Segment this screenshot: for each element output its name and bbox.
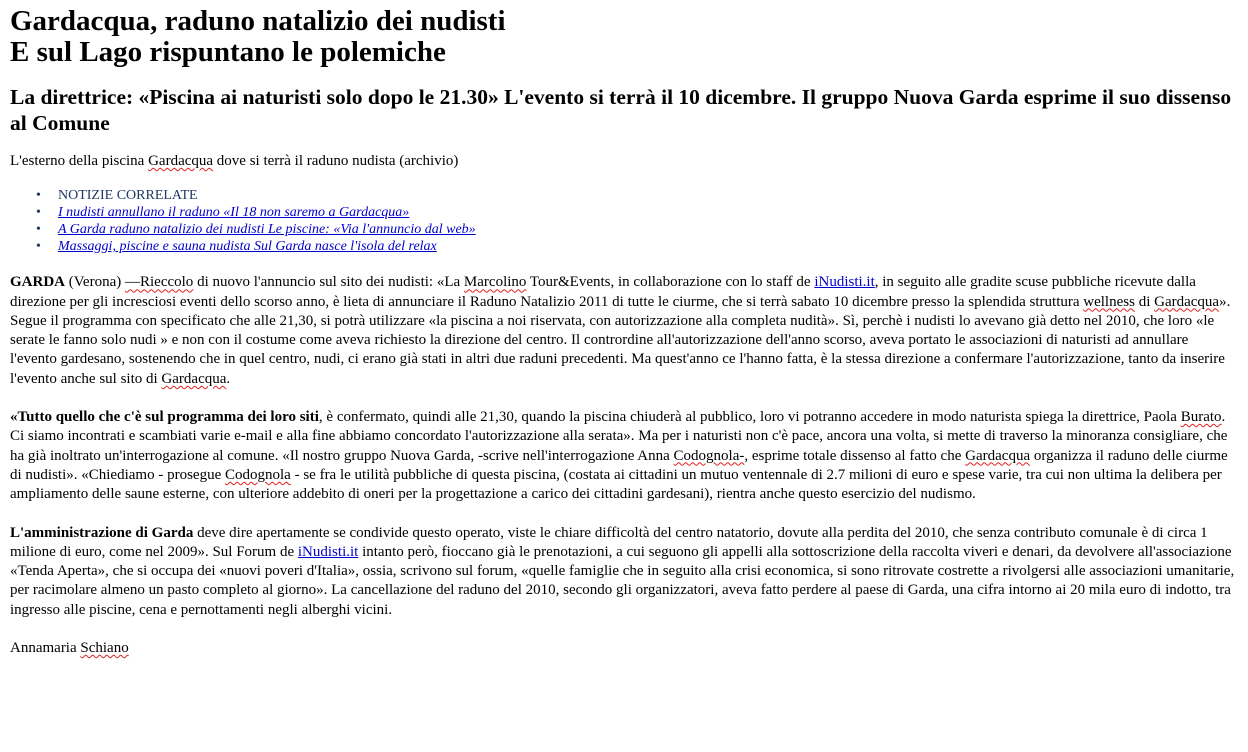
photo-caption: L'esterno della piscina Gardacqua dove si terrà il raduno nudista (archivio)	[10, 153, 459, 169]
headline	[10, 6, 1236, 68]
paragraph-1: GARDA (Verona) —Rieccolo di nuovo l'annuncio sul sito dei nudisti: «La Marcolino Tour&Events, in collaborazione con lo staff de iNudisti.it, in seguito alle gradite scuse pubbliche ricevute dalla direzione per gli incresciosi eventi dello scorso anno, è lieta di annunciare il Raduno Natalizio 2011 di tutte le ciurme, che si terrà sabato 10 dicembre presso la splendida struttura wellness di Gardacqua». Segue il programma con specificato che alle 21,30, si potrà utilizzare «la piscina a noi riservata, con autorizzazione alla completa nudità». Sì, perchè i nudisti lo avevano già detto nel 2010, che loro «le serate le fanno solo nudi » e non con il costume come aveva richiesto la direzione del centro. Il contrordine all'autorizzazione dell'anno scorso, aveva portato le associazioni di naturisti ad annullare l'evento gardesano, sostenendo che in quel centro, nudi, ci erano già stati in altri due raduni precedenti. Ma quest'anno ce l'hanno fatta, è la stessa direzione a confermare l'autorizzazione, tanto da inserire l'evento anche sul sito di Gardacqua.	[10, 274, 1231, 387]
related-link-2[interactable]: A Garda raduno natalizio dei nudisti Le piscine: «Via l'annuncio dal web»	[58, 222, 476, 238]
related-link-1[interactable]: I nudisti annullano il raduno «Il 18 non saremo a Gardacqua»	[58, 205, 410, 221]
list-item	[58, 238, 1236, 255]
inudisti-link[interactable]: iNudisti.it	[297, 543, 359, 560]
subheadline: La direttrice: «Piscina ai naturisti solo dopo le 21.30» L'evento si terrà il 10 dicembre. Il gruppo Nuova Garda esprime il suo dissenso al Comune	[10, 85, 1232, 135]
paragraph-2: «Tutto quello che c'è sul programma dei loro siti, è confermato, quindi alle 21,30, quando la piscina chiuderà al pubblico, loro vi potranno accedere in modo naturista spiega la direttrice, Paola Burato. Ci siamo incontrati e scambiati varie e-mail e alla fine abbiamo concordato l'autorizzazione alla serata». Ma per i naturisti non c'è pace, ancora una volta, si mette di traverso la minoranza consigliare, che ha già inoltrato un'interrogazione al comune. «Il nostro gruppo Nuova Garda, -scrive nell'interrogazione Anna Codognola-, esprime totale dissenso al fatto che Gardacqua organizza il raduno delle ciurme di nudisti». «Chiediamo - prosegue Codognola - se fra le utilità pubbliche di questa piscina, (costata ai cittadini un mutuo ventennale di 2.7 milioni di euro e spese varie, tra cui non ultima la delibera per ampliamento delle saune esterne, con ulteriore addebito di oneri per la progettazione a carico dei cittadini gardesani), rientra anche questo esercizio del nudismo.	[10, 409, 1228, 503]
headline-line-2: E sul Lago rispuntano le polemiche	[10, 36, 446, 68]
related-news-heading: • NOTIZIE CORRELATE	[58, 187, 1236, 204]
related-news-list	[10, 187, 1236, 255]
headline-line-1: Gardacqua, raduno natalizio dei nudisti	[10, 5, 506, 37]
paragraph-lead: L'amministrazione di Garda	[10, 524, 194, 541]
dateline: GARDA	[10, 274, 65, 291]
author-byline: Annamaria Schiano	[10, 640, 129, 657]
list-item	[58, 204, 1236, 221]
paragraph-lead: «Tutto quello che c'è sul programma dei loro siti	[10, 409, 319, 426]
list-item	[58, 221, 1236, 238]
spell-flag: Gardacqua	[148, 153, 214, 169]
inudisti-link[interactable]: iNudisti.it	[814, 274, 875, 291]
paragraph-3: L'amministrazione di Garda deve dire apertamente se condivide questo operato, viste le chiare difficoltà del centro natatorio, dovute alla perdita del 2010, che senza contributo comunale è di circa 1 milione di euro, come nel 2009». Sul Forum de iNudisti.it intanto però, fioccano già le prenotazioni, a cui seguono gli appelli alla sottoscrizione della raccolta viveri e denari, da devolvere all'associazione «Tenda Aperta», che si occupa dei «nuovi poveri d'Italia», ossia, scrivono sul forum, «quelle famiglie che in seguito alla crisi economica, si sono ritrovate costrette a rivolgersi alle associazioni umanitarie, per racimolare almeno un pasto completo al giorno». La cancellazione del raduno del 2010, secondo gli organizzatori, aveva fatto perdere al paese di Garda, una cifra intorno ai 20 mila euro di indotto, tra ingresso alle piscine, cena e pernottamenti negli alberghi vicini.	[10, 524, 1235, 618]
related-link-3[interactable]: Massaggi, piscine e sauna nudista Sul Garda nasce l'isola del relax	[58, 239, 437, 255]
